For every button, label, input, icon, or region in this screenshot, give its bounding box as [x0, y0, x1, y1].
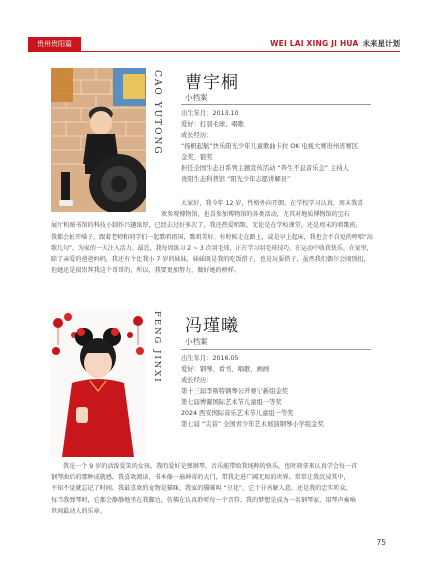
page-number: 75	[376, 538, 386, 547]
bio-line: 不知不觉就忘记了时间。我最喜欢的宠物是猫咪，我家的猫咪叫 “豆花”，它十分善解人意，还是我的忠实听众，	[51, 485, 352, 493]
bio-line: 我都会扯开嗓子，跟着老师和同学们一起歌唱祖国，歌唱美好。有时候走在路上，或是早上起床，我也会不自觉的哼唱“高	[51, 233, 373, 241]
bio-line: 歌几句”，为家的一天注入活力。最近，我每周练习 2 ~ 3 次羽毛球，正在学习羽毛球技巧，在运动中收获快乐。在家里，	[51, 244, 373, 252]
info-line: 出生年月：2013.10	[181, 110, 239, 117]
bio-line: 展厅和图书馆的科技小制作兴趣浓厚，已经去过好多次了，我还热爱唱歌，无论是在学校课堂，还是周末的唱歌班，	[51, 222, 362, 230]
info-line: 成长经历：	[181, 132, 213, 139]
bio-line: 世间最动人的乐章。	[51, 507, 106, 515]
profile-photo-cao-yutong	[51, 68, 146, 212]
profile-name-cao-yutong: 曹宇桐	[185, 73, 239, 93]
bio-line: 我是一个 9 岁的活泼爱笑的女孩。我的爱好是弹钢琴，音乐能带给我纯粹的快乐，也时刻拿来认真学会每一首	[63, 463, 358, 470]
info-line: 爱好：打羽毛球、唱歌	[181, 121, 244, 128]
boy-with-tire-photo	[51, 68, 146, 212]
profile-photo-feng-jinxi	[50, 311, 146, 457]
profile-info-cao-yutong	[181, 108, 358, 185]
bio-line: 钢琴曲后的那种成就感。我喜欢阅读，书本像一扇神奇的大门，带我走进广阔无垠的世界。常常让我沉浸其中，	[51, 474, 350, 482]
profile-rule-feng-jinxi	[181, 349, 371, 350]
info-line: “扬帆起航”快乐阳光少年儿童歌曲卡拉 OK 电视大赛贵州省赛区	[181, 143, 359, 150]
info-line: 成长经历：	[181, 377, 213, 384]
info-line: 第七届 “尖音” 全国青少年艺术展演钢琴小学组金奖	[181, 421, 324, 428]
info-line: 2024 西安国际音乐艺术节儿童组一等奖	[181, 410, 294, 417]
pinyin-name-cao-yutong: CAO YUTONG	[152, 70, 162, 156]
info-line: 爱好：钢琴、看书、唱歌、画画	[181, 366, 270, 373]
series-pinyin: WEI LAI XING JI HUA	[270, 39, 359, 48]
series-cn: 未来星计划	[362, 39, 400, 48]
dossier-label-cao-yutong: 小档案	[185, 93, 208, 102]
info-line: 第十三届李斯特钢琴公开赛宁新组金奖	[181, 388, 289, 395]
info-line: 担任全国生态日系列主题宣传活动 “奔生不息音乐会” 主持人	[181, 165, 349, 172]
profile-info-feng-jinxi	[181, 353, 324, 430]
profile-name-feng-jinxi: 冯瑾曦	[185, 316, 239, 336]
header-rule	[28, 51, 400, 52]
info-line: 贵阳生态科普馆 “阳光少年志愿讲解员”	[181, 176, 291, 183]
profile-rule-cao-yutong	[181, 104, 371, 105]
bio-line: 每当我弹琴时，它都会静静地坐在我脚边，仿佛在认真聆听每一个音符。我的梦想是成为一名钢琴家，用琴声奏响	[51, 496, 356, 504]
bio-line: 除了亲爱的爸爸妈妈，我还有个比我小 7 岁的妹妹，妹妹既是我的吃饭搭子，也是玩耍搭子，虽然我们偶尔会闹别扭，	[51, 256, 370, 264]
profile-bio-cao-yutong	[51, 198, 376, 276]
series-title	[270, 38, 400, 49]
girl-in-red-dress-photo	[50, 311, 146, 457]
info-line: 出生年月：2016.05	[181, 355, 239, 362]
bio-line: 大家好，我今年 12 岁，性格外向开朗，在学校学习认真，周末我喜	[181, 200, 364, 207]
info-line: 金奖、银奖	[181, 154, 213, 161]
profile-bio-feng-jinxi	[51, 461, 376, 517]
section-tag: 贵州贵阳篇	[28, 37, 81, 51]
info-line: 第七届博鳌国际艺术节儿童组一等奖	[181, 399, 282, 406]
bio-line: 欢参观博物馆，也喜参加博物馆的各类活动，尤其对地质博物馆的宝石	[161, 211, 350, 219]
pinyin-name-feng-jinxi: FENG JINXI	[152, 311, 162, 384]
bio-line: 但她还是很崇拜我这个哥哥的，所以，我要更加努力，做好她的榜样。	[51, 267, 240, 275]
dossier-label-feng-jinxi: 小档案	[185, 337, 208, 346]
